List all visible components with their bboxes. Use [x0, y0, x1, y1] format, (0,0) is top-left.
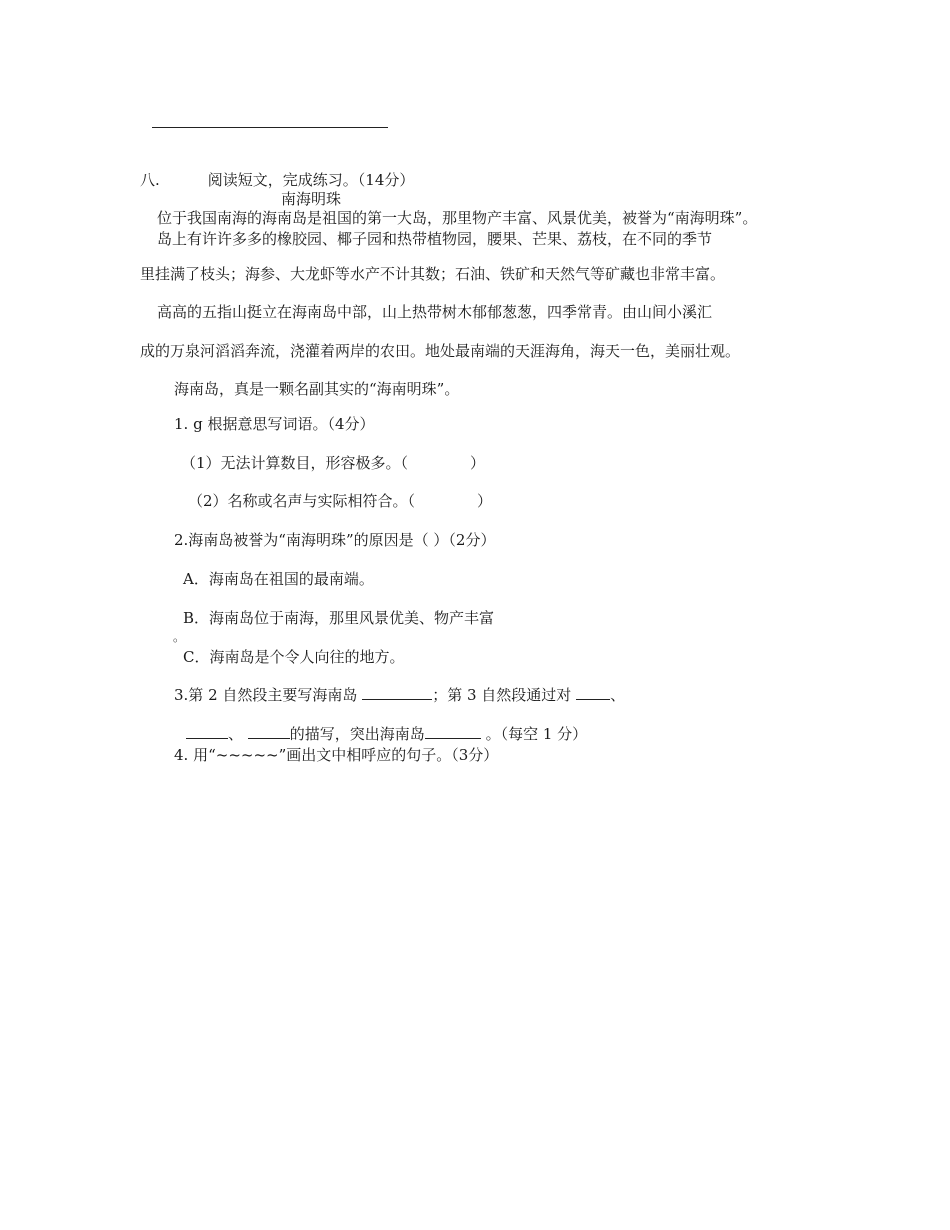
article-p1-line3: 里挂满了枝头；海参、大龙虾等水产不计其数；石油、铁矿和天然气等矿藏也非常丰富。 [140, 265, 726, 283]
question-1-item-1: （1）无法计算数目，形容极多。（ ） [181, 454, 486, 472]
article-p2-line1: 高高的五指山挺立在海南岛中部，山上热带树木郁郁葱葱，四季常青。由山间小溪汇 [157, 303, 713, 321]
question-1-stem: 1. g 根据意思写词语。（4分） [174, 415, 375, 433]
article-p1-line1: 位于我国南海的海南岛是祖国的第一大岛，那里物产丰富、风景优美，被誉为“南海明珠”。 [157, 209, 758, 227]
article-p1-line2: 岛上有许许多多的橡胶园、椰子园和热带植物园，腰果、芒果、荔枝，在不同的季节 [157, 230, 713, 248]
answer-blank-3-2[interactable] [576, 685, 610, 700]
answer-blank-3-1[interactable] [362, 685, 432, 700]
question-3-line-2: 、 的描写，突出海南岛 。（每空 1 分） [186, 724, 587, 744]
answer-blank-3-3[interactable] [186, 724, 228, 739]
answer-blank-3-5[interactable] [425, 724, 481, 739]
article-title: 南海明珠 [281, 190, 342, 208]
question-2-option-c: C．海南岛是个令人向往的地方。 [183, 648, 405, 666]
question-2-stem: 2.海南岛被誉为“南海明珠”的原因是（ ）（2分） [174, 531, 496, 549]
question-1-item-2: （2）名称或名声与实际相符合。（ ） [188, 492, 493, 510]
section-instruction: 阅读短文，完成练习。（14分） [207, 171, 415, 189]
question-2-option-a: A．海南岛在祖国的最南端。 [183, 570, 374, 588]
top-answer-line [152, 127, 388, 128]
section-header [140, 170, 414, 190]
question-3-line-1: 3.第 2 自然段主要写海南岛 ；第 3 自然段通过对 、 [174, 686, 626, 704]
article-p3: 海南岛，真是一颗名副其实的“海南明珠”。 [174, 380, 460, 398]
section-number: 八. [140, 171, 160, 189]
answer-blank-3-4[interactable] [248, 724, 290, 739]
stray-period-mark: 。 [173, 630, 186, 644]
article-p2-line2: 成的万泉河滔滔奔流，浇灌着两岸的农田。地处最南端的天涯海角，海天一色，美丽壮观。 [140, 342, 741, 360]
question-2-option-b: B．海南岛位于南海，那里风景优美、物产丰富 [183, 609, 495, 627]
question-4-stem: 4. 用“~~~~~”画出文中相呼应的句子。（3分） [174, 746, 499, 764]
